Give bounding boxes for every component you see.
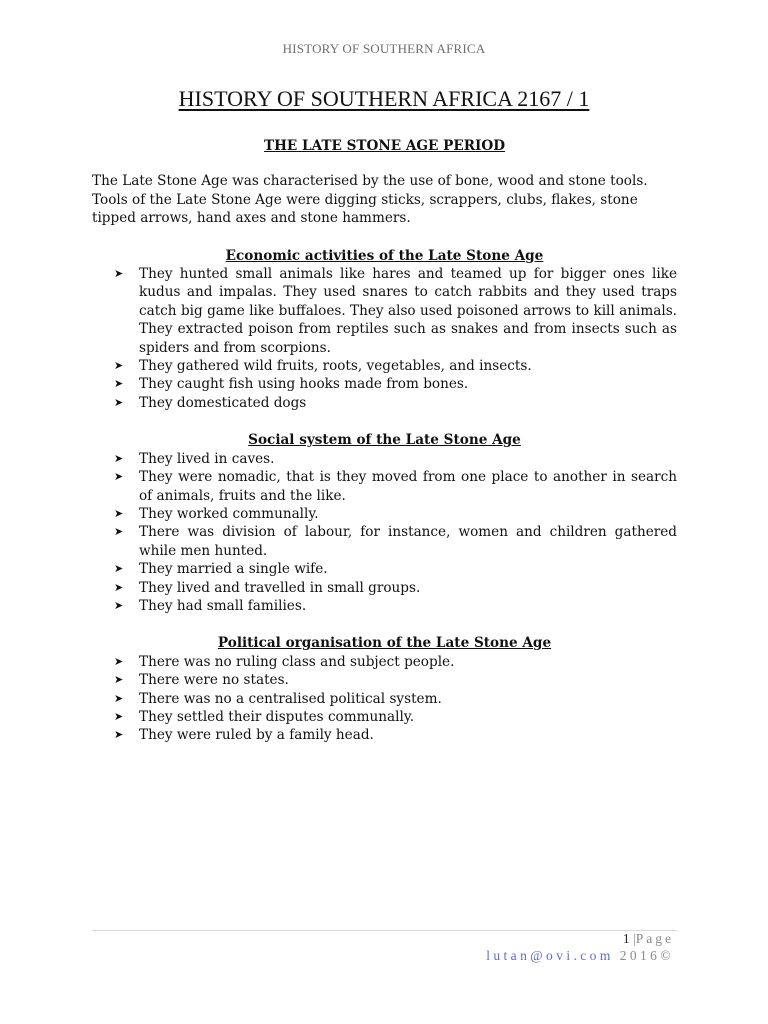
page-footer (92, 931, 674, 964)
arrowhead-bullet-icon: ➤ (114, 598, 124, 612)
list-item (92, 726, 677, 744)
copyright-year: 2016© (619, 947, 674, 963)
list-item-text: They caught fish using hooks made from bones. (139, 376, 469, 393)
list-item-text: They settled their disputes communally. (139, 708, 415, 725)
list-item (92, 450, 677, 468)
list-item (92, 468, 677, 505)
list-item (92, 579, 677, 597)
list-item (92, 505, 677, 523)
arrowhead-bullet-icon: ➤ (114, 359, 124, 373)
arrowhead-bullet-icon: ➤ (114, 377, 124, 391)
email-link[interactable]: lutan@ovi.com (486, 947, 614, 963)
arrowhead-bullet-icon: ➤ (114, 395, 124, 409)
page-number: 1 (622, 931, 630, 946)
document-title: HISTORY OF SOUTHERN AFRICA 2167 / 1 (178, 86, 590, 111)
list-item-text: They had small families. (139, 597, 307, 614)
list-item (92, 394, 677, 412)
political-heading: Political organisation of the Late Stone Age (217, 635, 552, 652)
list-item-text: They lived in caves. (139, 450, 275, 467)
list-item (92, 265, 677, 357)
arrowhead-bullet-icon: ➤ (114, 673, 124, 687)
list-item-text: They married a single wife. (139, 561, 328, 578)
list-item (92, 653, 677, 671)
arrowhead-bullet-icon: ➤ (114, 562, 124, 576)
list-item-text: They were nomadic, that is they moved from one place to another in search of animals, fruits and the like. (139, 469, 677, 504)
list-item (92, 375, 677, 393)
footer-contact (92, 948, 674, 965)
document-body (92, 137, 677, 764)
list-item (92, 671, 677, 689)
list-item-text: They worked communally. (139, 505, 319, 522)
page-label: Page (635, 931, 674, 946)
social-list (92, 450, 677, 616)
running-header: HISTORY OF SOUTHERN AFRICA (282, 41, 486, 56)
arrowhead-bullet-icon: ➤ (114, 470, 124, 484)
list-item (92, 523, 677, 560)
list-item (92, 690, 677, 708)
intro-paragraph: The Late Stone Age was characterised by the use of bone, wood and stone tools. Tools of the Late Stone Age were digging sticks, scrappers, clubs, flakes, stone tipped arrows, hand axes and stone hammers. (92, 173, 648, 227)
arrowhead-bullet-icon: ➤ (114, 580, 124, 594)
list-item-text: They gathered wild fruits, roots, vegetables, and insects. (139, 358, 532, 375)
social-heading: Social system of the Late Stone Age (248, 432, 521, 449)
list-item-text: They were ruled by a family head. (139, 727, 374, 744)
list-item (92, 357, 677, 375)
list-item (92, 560, 677, 578)
list-item-text: They domesticated dogs (139, 394, 307, 411)
section-heading: THE LATE STONE AGE PERIOD (263, 138, 506, 154)
list-item-text: There was no a centralised political system. (139, 690, 442, 707)
arrowhead-bullet-icon: ➤ (114, 709, 124, 723)
arrowhead-bullet-icon: ➤ (114, 525, 124, 539)
political-list (92, 653, 677, 745)
arrowhead-bullet-icon: ➤ (114, 728, 124, 742)
arrowhead-bullet-icon: ➤ (114, 654, 124, 668)
arrowhead-bullet-icon: ➤ (114, 506, 124, 520)
list-item-text: There were no states. (139, 672, 289, 689)
economic-heading: Economic activities of the Late Stone Age (225, 247, 544, 264)
list-item-text: They lived and travelled in small groups. (139, 579, 421, 596)
list-item (92, 708, 677, 726)
list-item (92, 597, 677, 615)
list-item-text: There was division of labour, for instance, women and children gathered while men hunted. (139, 524, 677, 559)
economic-list (92, 265, 677, 412)
arrowhead-bullet-icon: ➤ (114, 267, 124, 281)
list-item-text: There was no ruling class and subject people. (139, 653, 455, 670)
arrowhead-bullet-icon: ➤ (114, 451, 124, 465)
arrowhead-bullet-icon: ➤ (114, 691, 124, 705)
page-separator: | (633, 931, 636, 946)
list-item-text: They hunted small animals like hares and teamed up for bigger ones like kudus and impalas. They used snares to catch rabbits and they used traps catch big game like buffaloes. They also used poisoned arrows to kill animals. They extracted poison from reptiles such as snakes and from insects such as spiders and from scorpions. (139, 266, 677, 356)
page-indicator (92, 931, 674, 948)
